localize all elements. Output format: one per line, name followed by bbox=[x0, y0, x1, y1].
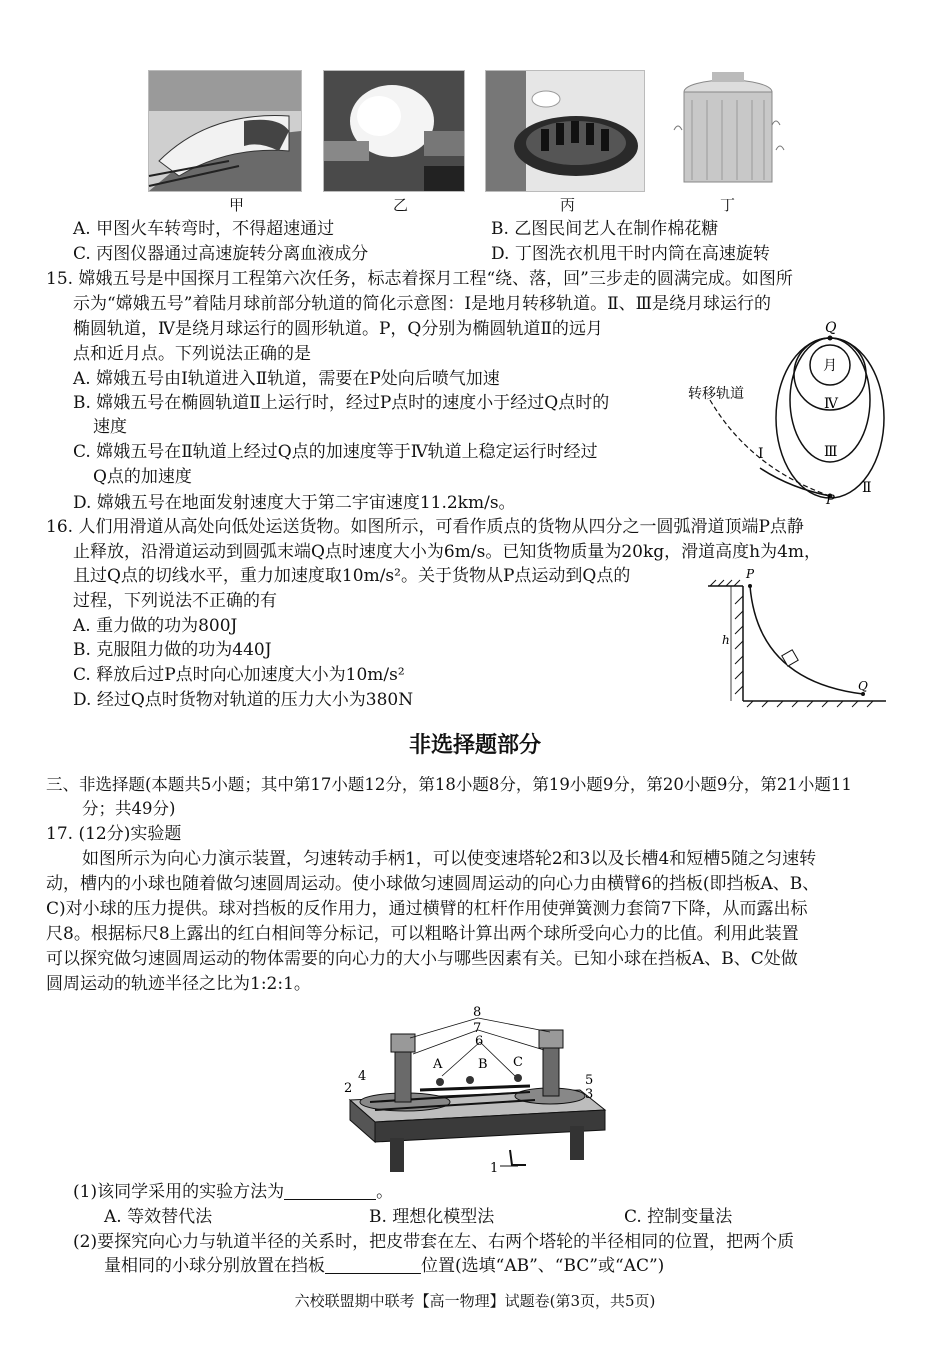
caption-bing: 丙 bbox=[560, 196, 576, 214]
q15-option-d: D. 嫦娥五号在地面发射速度大于第二宇宙速度11.2km/s。 bbox=[73, 493, 516, 513]
train-photo bbox=[148, 70, 302, 192]
caption-ding: 丁 bbox=[720, 196, 736, 214]
orbit-label-p: P bbox=[826, 493, 835, 508]
apparatus-label-3: 3 bbox=[585, 1087, 594, 1102]
q17-para-5: 可以探究做匀速圆周运动的物体需要的向心力的大小与哪些因素有关。已知小球在挡板A、B、C处做 bbox=[46, 949, 798, 969]
q16-option-d: D. 经过Q点时货物对轨道的压力大小为380N bbox=[73, 690, 414, 710]
orbit-label-iv: Ⅳ bbox=[824, 396, 838, 412]
q17-sub1 bbox=[73, 1180, 393, 1204]
q14-option-d: D. 丁图洗衣机甩干时内筒在高速旋转 bbox=[491, 244, 770, 264]
apparatus-label-a: A bbox=[433, 1057, 443, 1072]
q17-sub2-blank[interactable] bbox=[325, 1255, 421, 1274]
q16-stem-3: 且过Q点的切线水平，重力加速度取10m/s²。关于货物从P点运动到Q点的 bbox=[73, 566, 631, 586]
orbit-label-moon: 月 bbox=[823, 358, 837, 374]
q16-stem-4: 过程，下列说法不正确的有 bbox=[73, 591, 277, 611]
q17-para-1: 如图所示为向心力演示装置，匀速转动手柄1，可以使变速塔轮2和3以及长槽4和短槽5随之匀速转 bbox=[82, 849, 817, 869]
apparatus-label-c: C bbox=[513, 1055, 523, 1070]
apparatus-label-7: 7 bbox=[473, 1021, 482, 1036]
section-title: 非选择题部分 bbox=[408, 733, 541, 758]
washing-machine-photo bbox=[672, 70, 784, 190]
q17-para-3: C)对小球的压力提供。球对挡板的反作用力，通过横臂的杠杆作用使弹簧测力套筒7下降，从而露出标 bbox=[46, 899, 808, 919]
q14-option-a: A. 甲图火车转弯时，不得超速通过 bbox=[73, 219, 335, 239]
caption-jia: 甲 bbox=[229, 196, 245, 214]
q17-para-4: 尺8。根据标尺8上露出的红白相间等分标记，可以粗略计算出两个球所受向心力的比值。利用此装置 bbox=[46, 924, 799, 944]
q16-stem-1: 16. 人们用滑道从高处向低处运送货物。如图所示，可看作质点的货物从四分之一圆弧滑道顶端P点静 bbox=[46, 517, 804, 537]
q17-sub2-line1: (2)要探究向心力与轨道半径的关系时，把皮带套在左、右两个塔轮的半径相同的位置，把两个质 bbox=[73, 1232, 795, 1252]
slide-diagram bbox=[698, 566, 888, 706]
slide-label-h: h bbox=[722, 633, 730, 647]
q17-sub2-line2 bbox=[104, 1254, 664, 1278]
q17-para-6: 圆周运动的轨迹半径之比为1:2:1。 bbox=[46, 974, 311, 994]
orbit-diagram bbox=[680, 318, 910, 508]
slide-label-q: Q bbox=[858, 679, 868, 693]
centrifuge-photo bbox=[485, 70, 645, 192]
q14-option-b: B. 乙图民间艺人在制作棉花糖 bbox=[491, 219, 719, 239]
q16-stem-2: 止释放，沿滑道运动到圆弧末端Q点时速度大小为6m/s。已知货物质量为20kg，滑道高度h为4m， bbox=[73, 542, 822, 562]
q15-option-c: C. 嫦娥五号在Ⅱ轨道上经过Q点的加速度等于Ⅳ轨道上稳定运行时经过 bbox=[73, 442, 598, 462]
q15-stem-1: 15. 嫦娥五号是中国探月工程第六次任务，标志着探月工程“绕、落，回”三步走的圆满完成。如图所 bbox=[46, 269, 793, 289]
cotton-candy-photo bbox=[323, 70, 465, 192]
orbit-label-i: Ⅰ bbox=[758, 446, 764, 462]
caption-yi: 乙 bbox=[393, 196, 409, 214]
q17-para-2: 动，槽内的小球也随着做匀速圆周运动。使小球做匀速圆周运动的向心力由横臂6的挡板(即挡板A、B、 bbox=[46, 874, 820, 894]
q15-stem-3: 椭圆轨道，Ⅳ是绕月球运行的圆形轨道。P，Q分别为椭圆轨道Ⅱ的远月 bbox=[73, 319, 603, 339]
apparatus-label-6: 6 bbox=[475, 1034, 484, 1049]
q17-sub2-text: 量相同的小球分别放置在挡板 bbox=[104, 1256, 325, 1276]
q15-option-c-cont: Q点的加速度 bbox=[93, 467, 192, 487]
q16-option-c: C. 释放后过P点时向心加速度大小为10m/s² bbox=[73, 665, 405, 685]
apparatus-label-1: 1 bbox=[490, 1161, 499, 1176]
q17-sub1-option-b: B. 理想化模型法 bbox=[369, 1207, 495, 1227]
q17-head: 17. (12分)实验题 bbox=[46, 824, 182, 844]
orbit-label-ii: Ⅱ bbox=[862, 480, 872, 496]
apparatus-label-4: 4 bbox=[358, 1069, 367, 1084]
q17-sub1-blank[interactable] bbox=[284, 1181, 376, 1200]
part3-heading-1: 三、非选择题(本题共5小题；其中第17小题12分，第18小题8分，第19小题9分，第20小题9分，第21小题11 bbox=[46, 775, 852, 794]
q15-option-b-cont: 速度 bbox=[93, 417, 127, 437]
q15-stem-4: 点和近月点。下列说法正确的是 bbox=[73, 344, 311, 364]
q16-option-a: A. 重力做的功为800J bbox=[73, 616, 238, 636]
apparatus-label-b: B bbox=[478, 1057, 488, 1072]
orbit-label-iii: Ⅲ bbox=[824, 444, 838, 460]
apparatus-label-5: 5 bbox=[585, 1073, 594, 1088]
part3-heading-2: 分；共49分) bbox=[82, 799, 176, 818]
orbit-label-transfer: 转移轨道 bbox=[688, 386, 744, 402]
slide-label-p: P bbox=[746, 567, 755, 581]
orbit-label-q: Q bbox=[825, 320, 837, 336]
q17-sub1-option-c: C. 控制变量法 bbox=[624, 1207, 733, 1227]
page-footer: 六校联盟期中联考【高一物理】试题卷(第3页，共5页) bbox=[294, 1292, 656, 1310]
q15-stem-2: 示为“嫦娥五号”着陆月球前部分轨道的简化示意图：Ⅰ是地月转移轨道。Ⅱ、Ⅲ是绕月球运行的 bbox=[73, 294, 772, 314]
q15-option-a: A. 嫦娥五号由Ⅰ轨道进入Ⅱ轨道，需要在P处向后喷气加速 bbox=[73, 369, 500, 389]
q17-sub1-end: 。 bbox=[376, 1182, 394, 1202]
centripetal-apparatus-diagram bbox=[330, 1005, 620, 1180]
q16-option-b: B. 克服阻力做的功为440J bbox=[73, 640, 272, 660]
q17-sub1-text: (1)该同学采用的实验方法为 bbox=[73, 1182, 285, 1202]
q17-sub2-tail: 位置(选填“AB”、“BC”或“AC”) bbox=[421, 1256, 665, 1276]
apparatus-label-2: 2 bbox=[344, 1081, 353, 1096]
q14-option-c: C. 丙图仪器通过高速旋转分离血液成分 bbox=[73, 244, 369, 264]
q15-option-b: B. 嫦娥五号在椭圆轨道Ⅱ上运行时，经过P点时的速度小于经过Q点时的 bbox=[73, 393, 610, 413]
apparatus-label-8: 8 bbox=[473, 1005, 482, 1020]
q17-sub1-option-a: A. 等效替代法 bbox=[104, 1207, 213, 1227]
